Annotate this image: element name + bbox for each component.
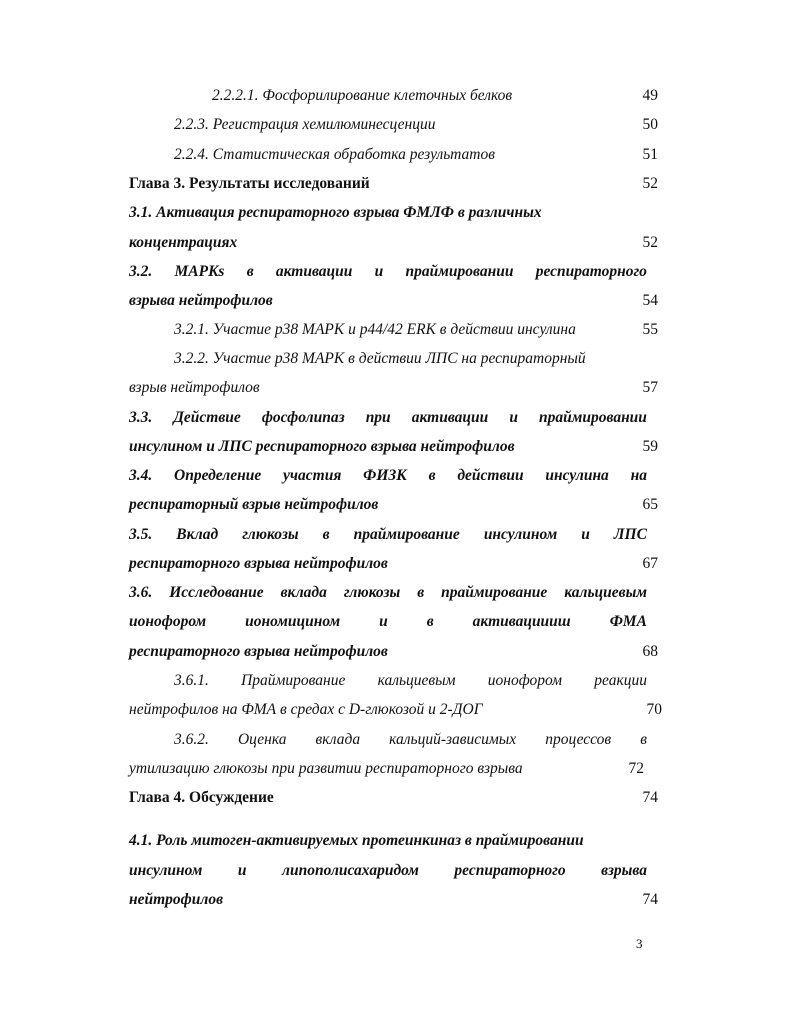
toc-entry-title-line2: утилизацию глюкозы при развитии респираторного взрыва <box>129 760 523 777</box>
toc-entry-title-line1: 3.3. Действие фосфолипаз при активации и праймировании <box>129 409 647 426</box>
toc-entry-title-line1: 3.4. Определение участия ФИЗК в действии инсулина на <box>129 467 647 484</box>
toc-entry-page: 70 <box>646 701 662 718</box>
toc-entry-page: 59 <box>642 438 658 455</box>
toc-entry-page: 50 <box>642 116 658 133</box>
toc-entry-page: 67 <box>642 555 658 572</box>
toc-entry-page: 55 <box>642 321 658 338</box>
toc-entry-title-line1: 3.6.2. Оценка вклада кальций-зависимых процессов в <box>174 731 647 748</box>
toc-entry-title-line1: 3.6. Исследование вклада глюкозы в праймирование кальциевым <box>129 584 647 601</box>
toc-entry-title-line2: респираторный взрыв нейтрофилов <box>129 496 379 513</box>
toc-entry-page: 52 <box>642 234 658 251</box>
toc-entry-title-line2: концентрациях <box>129 234 238 251</box>
toc-entry-page: 52 <box>642 175 658 192</box>
toc-entry-page: 68 <box>642 643 658 660</box>
toc-entry-title-line2: инсулином и липополисахаридом респираторного взрыва <box>129 862 647 879</box>
toc-entry-title-line1: 3.2.2. Участие p38 MAPK в действии ЛПС на респираторный <box>174 350 586 367</box>
toc-entry-title-line2: нейтрофилов на ФМА в средах с D-глюкозой и 2-ДОГ <box>129 701 483 718</box>
toc-entry-page: 74 <box>642 789 658 806</box>
toc-entry-title-line2: инсулином и ЛПС респираторного взрыва нейтрофилов <box>129 438 515 455</box>
toc-entry-title-line2: взрыв нейтрофилов <box>129 379 260 396</box>
toc-entry-page: 65 <box>642 496 658 513</box>
toc-entry-title-line1: 3.2. MAPKs в активации и праймировании респираторного <box>129 263 647 280</box>
toc-entry-title: 2.2.2.1. Фосфорилирование клеточных белков <box>212 87 513 104</box>
toc-entry-page: 72 <box>628 760 644 777</box>
toc-entry-title: 2.2.4. Статистическая обработка результатов <box>174 146 495 163</box>
toc-entry-title-line2: респираторного взрыва нейтрофилов <box>129 555 388 572</box>
toc-entry-title-line3: респираторного взрыва нейтрофилов <box>129 643 388 660</box>
toc-entry-page: 49 <box>642 87 658 104</box>
toc-chapter-title: Глава 4. Обсуждение <box>129 789 274 806</box>
toc-entry-title-line2: взрыва нейтрофилов <box>129 292 273 309</box>
toc-entry-page: 51 <box>642 146 658 163</box>
toc-entry-title-line1: 3.6.1. Праймирование кальциевым ионофором реакции <box>174 672 647 689</box>
toc-entry-title-line2: ионофором иономицином и в активациииш ФМА <box>129 613 647 630</box>
toc-entry-title-line3: нейтрофилов <box>129 891 224 908</box>
toc-chapter-title: Глава 3. Результаты исследований <box>129 175 370 192</box>
page-number: 3 <box>636 936 643 951</box>
toc-entry-page: 57 <box>642 379 658 396</box>
toc-entry-title: 3.2.1. Участие p38 MAPK и p44/42 ERK в действии инсулина <box>174 321 576 338</box>
toc-entry-title-line1: 3.1. Активация респираторного взрыва ФМЛФ в различных <box>129 204 542 221</box>
toc-entry-title-line1: 4.1. Роль митоген-активируемых протеинкиназ в праймировании <box>129 832 584 849</box>
toc-entry-title: 2.2.3. Регистрация хемилюминесценции <box>174 116 436 133</box>
toc-entry-page: 54 <box>642 292 658 309</box>
toc-entry-page: 74 <box>642 891 658 908</box>
toc-entry-title-line1: 3.5. Вклад глюкозы в праймирование инсулином и ЛПС <box>129 526 647 543</box>
